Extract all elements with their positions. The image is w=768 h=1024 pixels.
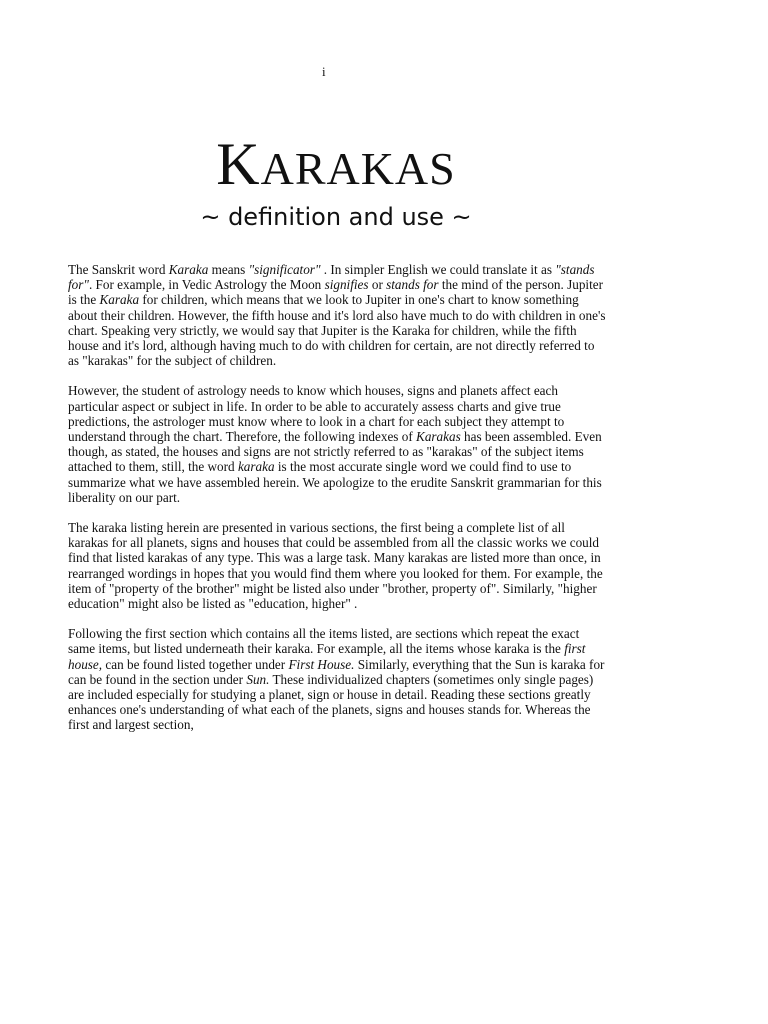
italic-run: Karakas [416,429,461,445]
italic-run: Karaka [168,262,209,277]
italic-run: "significator" [248,262,321,277]
text-run: The karaka listing herein are presented in various sections, the first being a complete list of all karakas for all planets, signs and houses that could be assembled from all the classic works we could find that listed karakas of any type. This was a large task. Many karakas are listed more than once, in rearranged wordings in hopes that you would find them where you looked for them. For example, the item of "property of the brother" might be listed also under "brother, property of". Similarly, "higher education" might also be listed as "education, higher" . [68,520,603,612]
title-rest: ARAKAS [260,143,456,194]
title-initial: K [216,131,261,197]
text-run: However, the student of astrology needs to know which houses, signs and planets affect each particular aspect or subject in life. In order to be able to accurately assess charts and give true predictions, the astrologer must know where to look in a chart for each subject they attempt to understand through the chart. Therefore, the following indexes of [68,383,565,445]
page-subtitle: ~ definition and use ~ [200,203,472,231]
paragraph-2 [68,383,608,505]
text-run: . For example, in Vedic Astrology the Moon [88,277,325,293]
paragraph-3 [68,520,608,611]
text-run: These individualized chapters (sometimes only single pages) are included especially for studying a planet, sign or house in detail. Reading these sections greatly enhances one's understanding of what each of the planets, signs and houses stands for. Whereas the first and largest section, [68,671,594,733]
italic-run: "stands for" [68,262,595,293]
body-text [68,262,608,748]
paragraph-1 [68,262,608,368]
italic-run: first house, [68,641,586,672]
text-run: has been assembled. Even though, as stated, the houses and signs are not strictly referred to as "karakas" of the subject items attached to them, still, the word [68,429,602,475]
page-title [0,131,672,199]
text-run: or [368,277,387,293]
text-run: for children, which means that we look to Jupiter in one's chart to know something about their children. However, the fifth house and it's lord also have much to do with children in one's chart. Speaking very strictly, we would say that Jupiter is the Karaka for children, while the fifth house and it's lord, although having much to do with children for certain, are not directly referred to as "karakas" for the subject of children. [68,292,606,369]
text-run: . In simpler English we could translate it as [320,262,556,277]
italic-run: First House. [288,656,355,672]
page-number: i [322,64,326,79]
text-run: means [208,262,249,277]
italic-run: stands for [386,277,439,293]
paragraph-4 [68,626,608,732]
text-run: Similarly, everything that the Sun is karaka for can be found in the section under [68,656,605,687]
text-run: the mind of the person. Jupiter is the [68,277,603,308]
italic-run: Karaka [99,292,140,308]
text-run: is the most accurate single word we could find to use to summarize what we have assembled herein. We apologize to the erudite Sanskrit grammarian for this liberality on our part. [68,459,602,505]
text-run: Following the first section which contains all the items listed, are sections which repeat the exact same items, but listed underneath their karaka. For example, all the items whose karaka is the [68,626,580,657]
italic-run: signifies [324,277,369,293]
text-run: The Sanskrit word [68,262,169,277]
text-run: can be found listed together under [102,656,289,672]
italic-run: Sun. [246,671,270,687]
italic-run: karaka [237,459,275,475]
